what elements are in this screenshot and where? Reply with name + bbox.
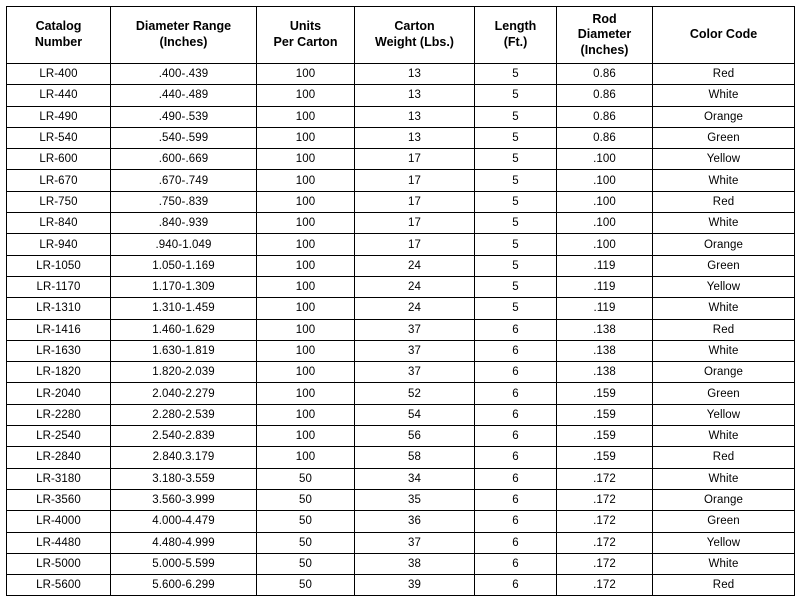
table-cell: .172 [557, 511, 653, 532]
table-cell: 24 [355, 276, 475, 297]
table-cell: 5 [475, 149, 557, 170]
table-cell: 100 [257, 340, 355, 361]
column-header-line: (Inches) [580, 42, 629, 57]
table-cell: 5 [475, 106, 557, 127]
table-cell: .119 [557, 276, 653, 297]
table-cell: 1.050-1.169 [111, 255, 257, 276]
table-cell: 13 [355, 85, 475, 106]
table-cell: 100 [257, 85, 355, 106]
table-row [7, 213, 795, 234]
table-cell: 6 [475, 468, 557, 489]
table-cell: Orange [653, 106, 795, 127]
table-cell: Orange [653, 234, 795, 255]
table-cell: LR-4000 [7, 511, 111, 532]
table-row [7, 447, 795, 468]
table-row [7, 255, 795, 276]
table-cell: 37 [355, 362, 475, 383]
column-header-line: Catalog [35, 19, 82, 34]
table-header [7, 7, 795, 64]
table-cell: .119 [557, 255, 653, 276]
table-cell: .540-.599 [111, 127, 257, 148]
table-cell: Green [653, 383, 795, 404]
table-cell: 6 [475, 532, 557, 553]
table-cell: .100 [557, 213, 653, 234]
table-cell: .840-.939 [111, 213, 257, 234]
table-cell: 6 [475, 362, 557, 383]
table-cell: .119 [557, 298, 653, 319]
table-cell: .750-.839 [111, 191, 257, 212]
table-cell: 38 [355, 553, 475, 574]
table-cell: 3.180-3.559 [111, 468, 257, 489]
table-cell: LR-4480 [7, 532, 111, 553]
table-cell: .138 [557, 340, 653, 361]
table-cell: 17 [355, 213, 475, 234]
table-cell: 5 [475, 234, 557, 255]
table-cell: LR-2840 [7, 447, 111, 468]
table-cell: LR-1310 [7, 298, 111, 319]
table-cell: Red [653, 575, 795, 596]
table-cell: 6 [475, 426, 557, 447]
column-header-line: Rod [592, 11, 617, 26]
table-cell: 17 [355, 170, 475, 191]
table-cell: LR-600 [7, 149, 111, 170]
table-row [7, 553, 795, 574]
table-cell: 100 [257, 149, 355, 170]
table-cell: LR-2280 [7, 404, 111, 425]
table-cell: White [653, 340, 795, 361]
table-cell: LR-1820 [7, 362, 111, 383]
table-cell: 50 [257, 575, 355, 596]
table-cell: 5 [475, 298, 557, 319]
table-cell: White [653, 85, 795, 106]
table-cell: LR-540 [7, 127, 111, 148]
table-cell: 39 [355, 575, 475, 596]
table-cell: LR-3560 [7, 489, 111, 510]
table-cell: LR-440 [7, 85, 111, 106]
table-cell: 2.040-2.279 [111, 383, 257, 404]
table-body [7, 64, 795, 596]
column-header [257, 7, 355, 64]
table-cell: 17 [355, 149, 475, 170]
table-cell: White [653, 298, 795, 319]
table-cell: 2.280-2.539 [111, 404, 257, 425]
column-header-line: Diameter [577, 27, 632, 42]
table-row [7, 127, 795, 148]
column-header-line: Per Carton [273, 35, 338, 49]
column-header [355, 7, 475, 64]
table-cell: White [653, 170, 795, 191]
table-cell: 100 [257, 255, 355, 276]
table-cell: .159 [557, 426, 653, 447]
table-cell: Yellow [653, 276, 795, 297]
table-cell: 13 [355, 127, 475, 148]
table-cell: 100 [257, 319, 355, 340]
table-row [7, 319, 795, 340]
table-row [7, 234, 795, 255]
table-cell: 5 [475, 276, 557, 297]
table-row [7, 468, 795, 489]
table-cell: 5 [475, 64, 557, 85]
table-cell: 50 [257, 532, 355, 553]
table-cell: .670-.749 [111, 170, 257, 191]
table-cell: 100 [257, 362, 355, 383]
table-cell: 1.310-1.459 [111, 298, 257, 319]
table-cell: 6 [475, 489, 557, 510]
table-cell: 50 [257, 468, 355, 489]
table-cell: LR-2540 [7, 426, 111, 447]
table-cell: 52 [355, 383, 475, 404]
table-row [7, 276, 795, 297]
table-cell: 4.480-4.999 [111, 532, 257, 553]
table-cell: 100 [257, 170, 355, 191]
column-header-line: Diameter Range [135, 19, 232, 34]
table-cell: 37 [355, 319, 475, 340]
table-cell: LR-670 [7, 170, 111, 191]
table-cell: LR-5000 [7, 553, 111, 574]
table-row [7, 362, 795, 383]
table-cell: 50 [257, 511, 355, 532]
table-cell: 1.820-2.039 [111, 362, 257, 383]
table-cell: Red [653, 447, 795, 468]
table-cell: 34 [355, 468, 475, 489]
table-cell: 100 [257, 234, 355, 255]
table-cell: .172 [557, 553, 653, 574]
table-cell: .400-.439 [111, 64, 257, 85]
table-cell: LR-490 [7, 106, 111, 127]
table-cell: 6 [475, 511, 557, 532]
table-cell: Red [653, 191, 795, 212]
table-cell: 37 [355, 532, 475, 553]
table-cell: LR-400 [7, 64, 111, 85]
table-cell: 58 [355, 447, 475, 468]
table-cell: LR-3180 [7, 468, 111, 489]
table-cell: 6 [475, 383, 557, 404]
table-cell: LR-940 [7, 234, 111, 255]
table-cell: 35 [355, 489, 475, 510]
table-cell: .159 [557, 404, 653, 425]
column-header [653, 7, 795, 64]
table-row [7, 340, 795, 361]
table-cell: 1.630-1.819 [111, 340, 257, 361]
table-cell: 6 [475, 575, 557, 596]
table-cell: .100 [557, 149, 653, 170]
column-header-line: Color Code [689, 27, 758, 42]
table-cell: Red [653, 64, 795, 85]
table-cell: Orange [653, 362, 795, 383]
table-cell: LR-1630 [7, 340, 111, 361]
table-cell: .940-1.049 [111, 234, 257, 255]
table-cell: Yellow [653, 404, 795, 425]
table-cell: 3.560-3.999 [111, 489, 257, 510]
table-row [7, 489, 795, 510]
table-cell: 6 [475, 553, 557, 574]
column-header [475, 7, 557, 64]
table-cell: LR-2040 [7, 383, 111, 404]
table-cell: 6 [475, 340, 557, 361]
column-header [7, 7, 111, 64]
table-cell: .159 [557, 383, 653, 404]
column-header-line: Units [289, 19, 322, 34]
table-cell: .440-.489 [111, 85, 257, 106]
table-cell: .138 [557, 319, 653, 340]
column-header-line: (Inches) [159, 35, 208, 49]
column-header [111, 7, 257, 64]
table-cell: 13 [355, 106, 475, 127]
table-cell: .172 [557, 489, 653, 510]
table-cell: 2.540-2.839 [111, 426, 257, 447]
table-cell: 100 [257, 213, 355, 234]
table-cell: LR-5600 [7, 575, 111, 596]
table-cell: 100 [257, 191, 355, 212]
table-cell: 5 [475, 127, 557, 148]
table-cell: White [653, 468, 795, 489]
table-cell: .138 [557, 362, 653, 383]
table-cell: .172 [557, 468, 653, 489]
table-cell: 6 [475, 447, 557, 468]
table-cell: LR-1050 [7, 255, 111, 276]
table-cell: 100 [257, 383, 355, 404]
column-header-line: (Ft.) [503, 35, 528, 49]
table-cell: Yellow [653, 532, 795, 553]
table-cell: 100 [257, 447, 355, 468]
table-cell: 0.86 [557, 85, 653, 106]
table-cell: 0.86 [557, 106, 653, 127]
table-row [7, 149, 795, 170]
table-cell: 56 [355, 426, 475, 447]
table-cell: 6 [475, 404, 557, 425]
table-cell: 1.170-1.309 [111, 276, 257, 297]
table-row [7, 191, 795, 212]
table-row [7, 170, 795, 191]
table-cell: Green [653, 255, 795, 276]
table-cell: .100 [557, 191, 653, 212]
column-header-line: Length [494, 19, 537, 34]
table-cell: 54 [355, 404, 475, 425]
table-cell: 5.600-6.299 [111, 575, 257, 596]
table-cell: Yellow [653, 149, 795, 170]
table-row [7, 64, 795, 85]
table-cell: 13 [355, 64, 475, 85]
table-cell: 100 [257, 276, 355, 297]
table-cell: .172 [557, 575, 653, 596]
column-header-line: Weight (Lbs.) [375, 35, 454, 49]
table-row [7, 404, 795, 425]
table-cell: 24 [355, 255, 475, 276]
table-cell: Orange [653, 489, 795, 510]
column-header-line: Number [34, 35, 83, 49]
product-specification-table [6, 6, 795, 596]
table-cell: .159 [557, 447, 653, 468]
table-cell: White [653, 213, 795, 234]
table-cell: 1.460-1.629 [111, 319, 257, 340]
table-cell: 4.000-4.479 [111, 511, 257, 532]
table-cell: LR-1416 [7, 319, 111, 340]
table-cell: 50 [257, 553, 355, 574]
table-cell: 36 [355, 511, 475, 532]
table-cell: .100 [557, 234, 653, 255]
table-cell: Green [653, 127, 795, 148]
table-cell: 17 [355, 191, 475, 212]
table-cell: 100 [257, 64, 355, 85]
table-cell: .600-.669 [111, 149, 257, 170]
table-header-row [7, 7, 795, 64]
table-row [7, 511, 795, 532]
table-row [7, 575, 795, 596]
table-cell: .100 [557, 170, 653, 191]
table-cell: 24 [355, 298, 475, 319]
table-cell: 5 [475, 170, 557, 191]
table-cell: 5 [475, 191, 557, 212]
table-cell: 100 [257, 106, 355, 127]
table-cell: .172 [557, 532, 653, 553]
table-cell: Red [653, 319, 795, 340]
column-header-line: Carton [394, 19, 435, 34]
table-cell: 100 [257, 426, 355, 447]
table-row [7, 383, 795, 404]
table-row [7, 426, 795, 447]
table-cell: 6 [475, 319, 557, 340]
table-cell: 100 [257, 404, 355, 425]
table-cell: White [653, 553, 795, 574]
table-cell: 37 [355, 340, 475, 361]
table-cell: 100 [257, 298, 355, 319]
table-row [7, 106, 795, 127]
table-cell: White [653, 426, 795, 447]
table-cell: .490-.539 [111, 106, 257, 127]
table-cell: LR-1170 [7, 276, 111, 297]
table-cell: 2.840.3.179 [111, 447, 257, 468]
table-cell: 0.86 [557, 64, 653, 85]
table-cell: 5 [475, 213, 557, 234]
table-cell: 17 [355, 234, 475, 255]
table-cell: Green [653, 511, 795, 532]
column-header [557, 7, 653, 64]
table-cell: 5.000-5.599 [111, 553, 257, 574]
table-row [7, 85, 795, 106]
table-cell: 100 [257, 127, 355, 148]
table-cell: 5 [475, 255, 557, 276]
table-cell: 0.86 [557, 127, 653, 148]
table-row [7, 298, 795, 319]
table-cell: 5 [475, 85, 557, 106]
table-row [7, 532, 795, 553]
table-cell: LR-840 [7, 213, 111, 234]
table-cell: LR-750 [7, 191, 111, 212]
table-cell: 50 [257, 489, 355, 510]
